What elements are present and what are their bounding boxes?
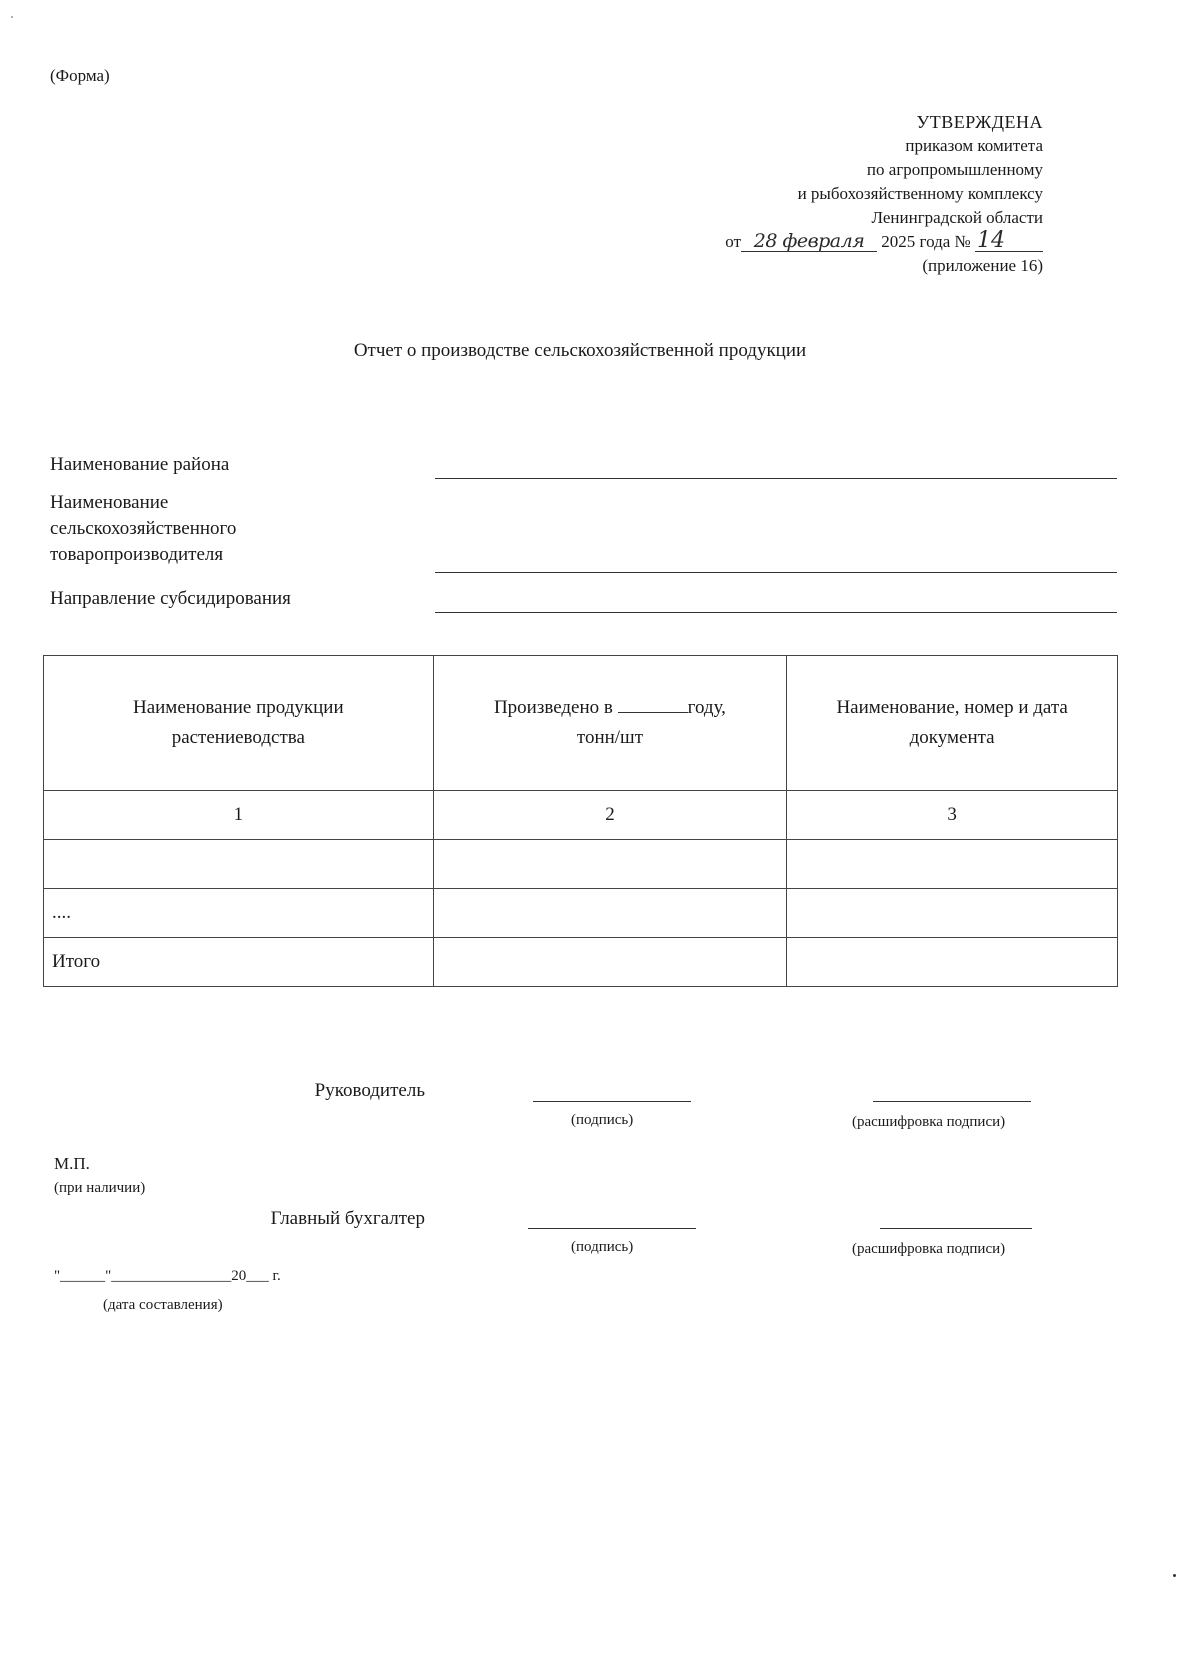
table-cell[interactable] [787,840,1118,889]
producer-label-line: Наименование [50,492,169,513]
head-decoding-caption: (расшифровка подписи) [852,1114,1006,1130]
district-name-label: Наименование района [50,454,230,475]
header-line: Наименование продукции [132,697,344,718]
handwritten-order-number: 14 [975,231,1043,252]
table-total-row [44,938,1118,987]
table-cell[interactable] [433,938,787,987]
district-name-field[interactable] [435,478,1117,479]
head-signature-line[interactable] [533,1101,691,1102]
head-signature-caption: (подпись) [571,1112,634,1128]
approval-heading: УТВЕРЖДЕНА [916,112,1043,132]
head-role-label: Руководитель [314,1080,425,1101]
accountant-signature-caption: (подпись) [571,1239,634,1255]
approval-appendix: (приложение 16) [922,256,1043,275]
handwritten-date: 28 февраля [741,231,877,252]
document-title: Отчет о производстве сельскохозяйственной продукции [353,340,807,361]
header-line [442,693,779,723]
header-text: году, [687,697,726,718]
stamp-block [54,1152,145,1200]
column-number: 2 [433,791,787,840]
table-cell[interactable] [433,840,787,889]
form-label: (Форма) [50,66,110,85]
header-text: Произведено в [493,697,613,718]
approval-date-line [725,230,1043,254]
approval-block [725,110,1043,278]
header-line: документа [909,727,995,748]
approval-line: и рыбохозяйственному комплексу [797,184,1043,203]
scan-speck [11,16,13,18]
production-table [43,655,1118,987]
column-number-row [44,791,1118,840]
approval-line: по агропромышленному [866,160,1043,179]
table-row [44,840,1118,889]
stamp-note: (при наличии) [54,1180,146,1196]
total-label-cell: Итого [44,938,434,987]
approval-date-prefix: от [725,232,742,251]
approval-line: Ленинградской области [871,208,1043,227]
year-blank[interactable] [618,712,688,713]
producer-name-label [50,490,236,568]
table-header-row [44,656,1118,791]
subsidy-direction-field[interactable] [435,612,1117,613]
table-cell[interactable] [787,938,1118,987]
approval-line: приказом комитета [905,136,1043,155]
table-cell[interactable] [433,889,787,938]
column-number: 3 [787,791,1118,840]
stamp-label: М.П. [54,1154,90,1173]
scan-speck [1173,1574,1176,1577]
accountant-role-label: Главный бухгалтер [270,1208,425,1229]
table-row [44,889,1118,938]
header-line: тонн/шт [576,727,643,748]
accountant-decoding-caption: (расшифровка подписи) [852,1241,1006,1257]
producer-name-field[interactable] [435,572,1117,573]
header-product-name [44,656,434,791]
producer-label-line: сельскохозяйственного [50,518,237,539]
approval-date-suffix: 2025 года № [881,232,971,251]
header-line: растениеводства [171,727,305,748]
head-decoding-line[interactable] [873,1101,1031,1102]
column-number: 1 [44,791,434,840]
compile-date-field[interactable]: "______"________________20___ г. [54,1268,281,1284]
header-line: Наименование, номер и дата [836,697,1068,718]
producer-label-line: товаропроизводителя [50,544,224,565]
header-document [787,656,1118,791]
table-cell[interactable] [44,840,434,889]
accountant-signature-line[interactable] [528,1228,696,1229]
table-cell[interactable]: .... [44,889,434,938]
table-cell[interactable] [787,889,1118,938]
accountant-decoding-line[interactable] [880,1228,1032,1229]
header-produced [433,656,787,791]
subsidy-direction-label: Направление субсидирования [50,588,291,609]
compile-date-caption: (дата составления) [103,1297,223,1313]
